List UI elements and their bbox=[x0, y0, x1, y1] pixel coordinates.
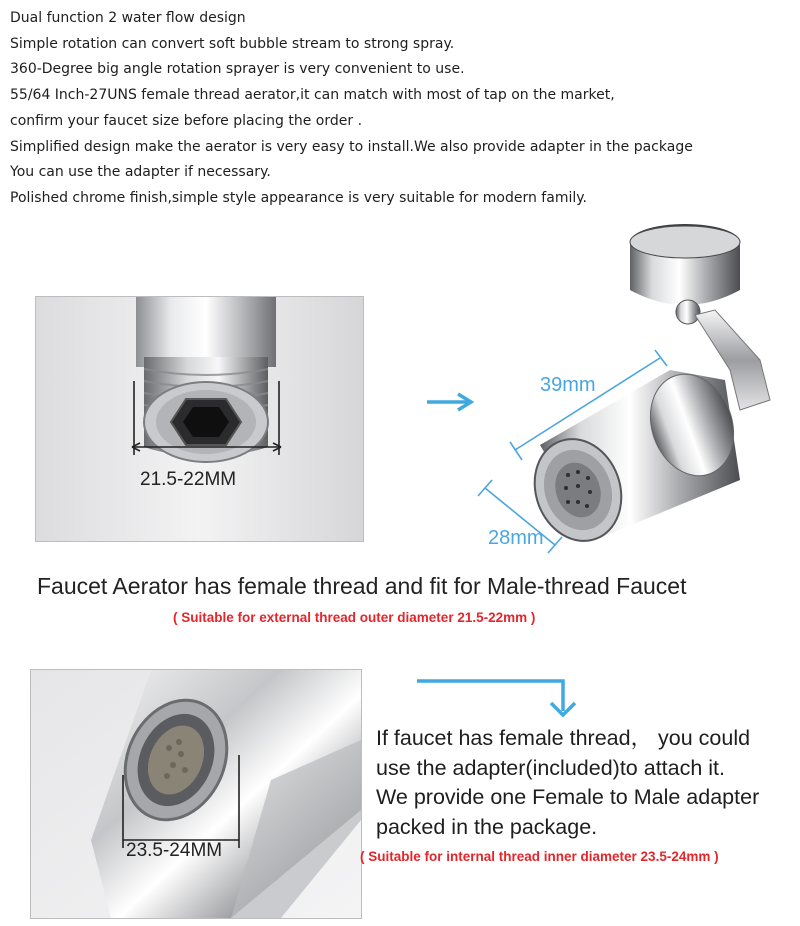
feature-line: Polished chrome finish,simple style appearance is very suitable for modern family. bbox=[10, 189, 587, 206]
aerator-height-label: 28mm bbox=[488, 527, 544, 549]
section1-note: ( Suitable for external thread outer diameter 21.5-22mm ) bbox=[173, 610, 536, 625]
aerator-illustration bbox=[470, 220, 800, 560]
feature-line: Simplified design make the aerator is very easy to install.We also provide adapter in the package bbox=[10, 138, 693, 155]
feature-line: Simple rotation can convert soft bubble stream to strong spray. bbox=[10, 35, 455, 52]
male-thread-faucet-photo bbox=[35, 296, 364, 542]
arrow-down-icon bbox=[415, 675, 575, 725]
feature-line: 360-Degree big angle rotation sprayer is very convenient to use. bbox=[10, 61, 465, 78]
female-thread-faucet-photo bbox=[30, 669, 362, 919]
feature-line: confirm your faucet size before placing the order . bbox=[10, 112, 363, 129]
arrow-right-icon bbox=[425, 392, 475, 412]
feature-line: You can use the adapter if necessary. bbox=[10, 164, 271, 181]
section2-note: ( Suitable for internal thread inner diameter 23.5-24mm ) bbox=[360, 849, 719, 864]
adapter-text-line: packed in the package. bbox=[376, 814, 598, 839]
section1-caption: Faucet Aerator has female thread and fit for Male-thread Faucet bbox=[37, 573, 687, 599]
adapter-description bbox=[376, 724, 759, 842]
adapter-text-line: If faucet has female thread， you could bbox=[376, 726, 751, 750]
male-thread-faucet-illustration bbox=[36, 297, 363, 541]
feature-line: Dual function 2 water flow design bbox=[10, 10, 246, 26]
adapter-text-line: use the adapter(included)to attach it. bbox=[376, 755, 725, 780]
female-thread-faucet-illustration bbox=[31, 670, 361, 918]
thread-size-label: 21.5-22MM bbox=[140, 469, 237, 490]
feature-line: 55/64 Inch-27UNS female thread aerator,it can match with most of tap on the market, bbox=[10, 87, 615, 104]
aerator-width-label: 39mm bbox=[540, 374, 596, 396]
thread-size-label: 23.5-24MM bbox=[126, 840, 223, 861]
feature-list bbox=[10, 6, 693, 212]
adapter-text-line: We provide one Female to Male adapter bbox=[376, 785, 760, 809]
